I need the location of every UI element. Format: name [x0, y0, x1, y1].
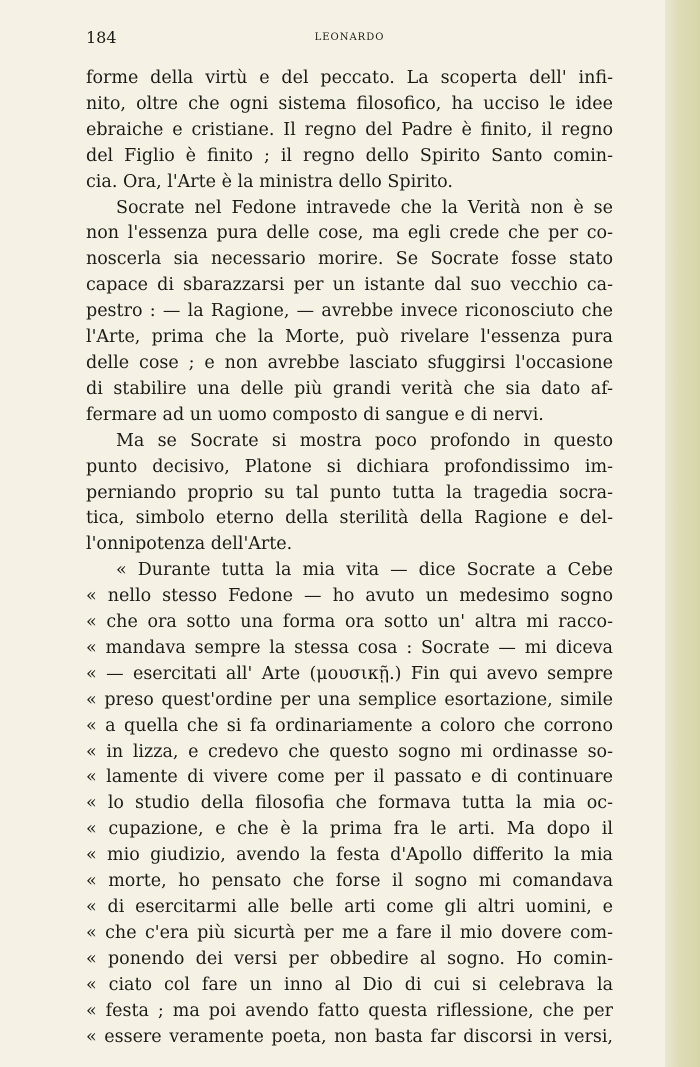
quote-line: « che c'era più sicurtà per me a fare il mio dovere com- [86, 922, 613, 943]
quote-line: « preso quest'ordine per una semplice esortazione, simile [86, 689, 613, 710]
text-line: tica, simbolo eterno della sterilità della Ragione e del- [86, 508, 613, 529]
quote-line: « cupazione, e che è la prima fra le arti. Ma dopo il [86, 819, 613, 840]
quote-line: « — esercitati all' Arte (μουσικῇ.) Fin qui avevo sempre [86, 663, 613, 684]
quote-line: « mio giudizio, avendo la festa d'Apollo differito la mia [86, 845, 613, 866]
text-line: perniando proprio su tal punto tutta la tragedia socra- [86, 482, 613, 503]
quote-line: « di esercitarmi alle belle arti come gli altri uomini, e [86, 897, 613, 917]
quote-line: « mandava sempre la stessa cosa : Socrate — mi diceva [86, 637, 613, 658]
text-line: fermare ad un uomo composto di sangue e di nervi. [86, 404, 544, 425]
quote-line: « morte, ho pensato che forse il sogno mi comandava [86, 871, 613, 892]
text-line: delle cose ; e non avrebbe lasciato sfuggirsi l'occasione [86, 352, 613, 373]
text-line: forme della virtù e del peccato. La scoperta dell' infi- [86, 68, 613, 88]
text-line: punto decisivo, Platone si dichiara profondissimo im- [86, 456, 613, 477]
page-number: 184 [86, 28, 117, 47]
text-line: Ma se Socrate si mostra poco profondo in questo [116, 430, 613, 451]
book-gutter [665, 0, 700, 1067]
text-line: noscerla sia necessario morire. Se Socrate fosse stato [86, 249, 613, 270]
quote-line: « a quella che si fa ordinariamente a coloro che corrono [86, 715, 613, 736]
text-line: cia. Ora, l'Arte è la ministra dello Spirito. [86, 171, 453, 192]
text-line: nito, oltre che ogni sistema filosofico, ha ucciso le idee [86, 93, 613, 114]
quote-line: « in lizza, e credevo che questo sogno mi ordinasse so- [86, 741, 613, 762]
quote-line: « che ora sotto una forma ora sotto un' altra mi racco- [86, 612, 613, 633]
text-line: di stabilire una delle più grandi verità che sia dato af- [86, 378, 613, 399]
quote-line: « ponendo dei versi per obbedire al sogno. Ho comin- [86, 948, 613, 969]
quote-line: « ciato col fare un inno al Dio di cui si celebrava la [86, 974, 613, 995]
text-line: del Figlio è finito ; il regno dello Spirito Santo comin- [86, 145, 613, 166]
quote-line: « nello stesso Fedone — ho avuto un medesimo sogno [86, 586, 613, 607]
text-line: Socrate nel Fedone intravede che la Verità non è se [116, 197, 613, 218]
quote-line: « lo studio della filosofia che formava tutta la mia oc- [86, 793, 613, 814]
text-line: l'Arte, prima che la Morte, può rivelare l'essenza pura [86, 327, 613, 348]
text-line: capace di sbarazzarsi per un istante dal suo vecchio ca- [86, 275, 613, 296]
quote-line: « Durante tutta la mia vita — dice Socrate a Cebe [116, 560, 613, 581]
text-line: pestro : — la Ragione, — avrebbe invece riconosciuto che [86, 301, 613, 322]
text-line: non l'essenza pura delle cose, ma egli crede che per co- [86, 223, 613, 244]
running-head: LEONARDO [314, 32, 385, 43]
text-line: ebraiche e cristiane. Il regno del Padre è finito, il regno [86, 119, 613, 140]
body-text [86, 66, 613, 1050]
text-line: l'onnipotenza dell'Arte. [86, 534, 293, 555]
page-header [86, 28, 613, 48]
quote-line: « lamente di vivere come per il passato e di continuare [86, 767, 613, 788]
quote-line: « essere veramente poeta, non basta far discorsi in versi, [86, 1026, 613, 1047]
quote-line: « festa ; ma poi avendo fatto questa riflessione, che per [86, 1000, 613, 1021]
